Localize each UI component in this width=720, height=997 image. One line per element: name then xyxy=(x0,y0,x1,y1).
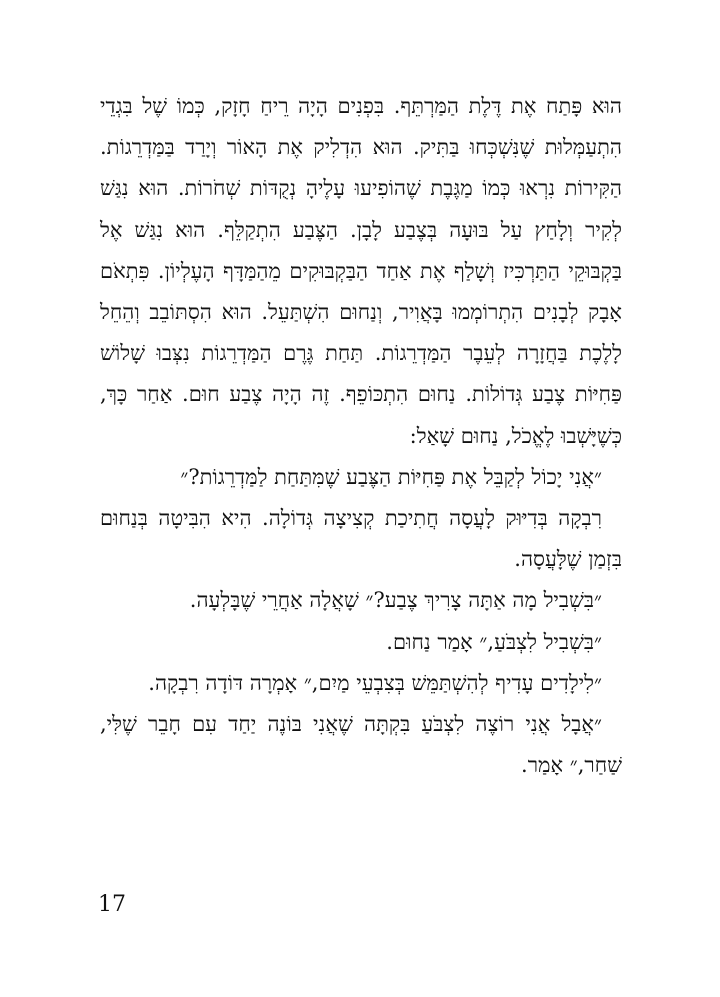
paragraph-narration: הוּא פָּתַח אֶת דֶּלֶת הַמַּרְתֵּף. בִּפְנִים הָיָה רֵיחַ חָזָק, כְּמוֹ שֶׁל בִּגְדֵי הִתְעַמְּלוּת שֶׁנִּשְׁכְּחוּ בַּתִּיק. הוּא הִדְלִיק אֶת הָאוֹר וְיָרַד בַּמַּדְרֵגוֹת. הַקִּירוֹת נִרְאוּ כְּמוֹ מַגֶּבֶת שֶׁהוֹפִיעוּ עָלֶיהָ נְקֻדּוֹת שְׁחֹרוֹת. הוּא נִגַּשׁ לְקִיר וְלָחַץ עַל בּוּעָה בְּצֶבַע לָבָן. הַצֶּבַע הִתְקַלֵּף. הוּא נִגַּשׁ אֶל בַּקְבּוּקֵי הַתַּרְכִּיז וְשָׁלַף אֶת אַחַד הַבַּקְבּוּקִים מֵהַמַּדָּף הָעֶלְיוֹן. פִּתְאֹם אָבָק לְבָנִים הִתְרוֹמְמוּ בָּאֲוִיר, וְנַחוּם הִשְׁתַּעֵל. הוּא הִסְתּוֹבֵב וְהֵחֵל לָלֶכֶת בַּחֲזָרָה לְעֵבֶר הַמַּדְרֵגוֹת. תַּחַת גֶּרֶם הַמַּדְרֵגוֹת נִצְּבוּ שָׁלוֹשׁ פַּחִיּוֹת צֶבַע גְּדוֹלוֹת. נַחוּם הִתְכּוֹפֵף. זֶה הָיָה צֶבַע חוּם. אַחַר כָּךְ, כְּשֶׁיָּשְׁבוּ לֶאֱכֹל, נַחוּם שָׁאַל: xyxy=(100,94,622,448)
paragraph-nachum-question: ״אֲנִי יָכוֹל לְקַבֵּל אֶת פַּחִיּוֹת הַצֶּבַע שֶׁמִּתַּחַת לַמַּדְרֵגוֹת?״ xyxy=(180,464,602,489)
story-text xyxy=(100,86,622,786)
paragraph-rivka-question: ״בִּשְׁבִיל מָה אַתָּה צָרִיךְ צֶבַע?״ שָׁאֲלָה אַחֲרֵי שֶׁבָּלְעָה. xyxy=(189,588,602,613)
paragraph-aunt-rivka: ״לִילָדִים עָדִיף לְהִשְׁתַּמֵּשׁ בְּצִבְעֵי מַיִם,״ אָמְרָה דּוֹדָה רִבְקָה. xyxy=(148,670,602,695)
page-number: 17 xyxy=(98,892,126,917)
paragraph-nachum-cabin: ״אֲבָל אֲנִי רוֹצֶה לִצְבֹּעַ בִּקְתָּה שֶׁאֲנִי בּוֹנֶה יַחַד עִם חָבֵר שֶׁלִּי, שַׁחַר,״ אָמַר. xyxy=(100,712,622,778)
paragraph-nachum-answer: ״בִּשְׁבִיל לִצְבֹּעַ,״ אָמַר נַחוּם. xyxy=(386,629,602,654)
paragraph-rivka-chewing: רִבְקָה בְּדִיּוּק לָעֲסָה חֲתִיכַת קְצִיצָה גְּדוֹלָה. הִיא הִבִּיטָה בְּנַחוּם בִּזְמַן שֶׁלָּעֲסָה. xyxy=(100,506,622,572)
